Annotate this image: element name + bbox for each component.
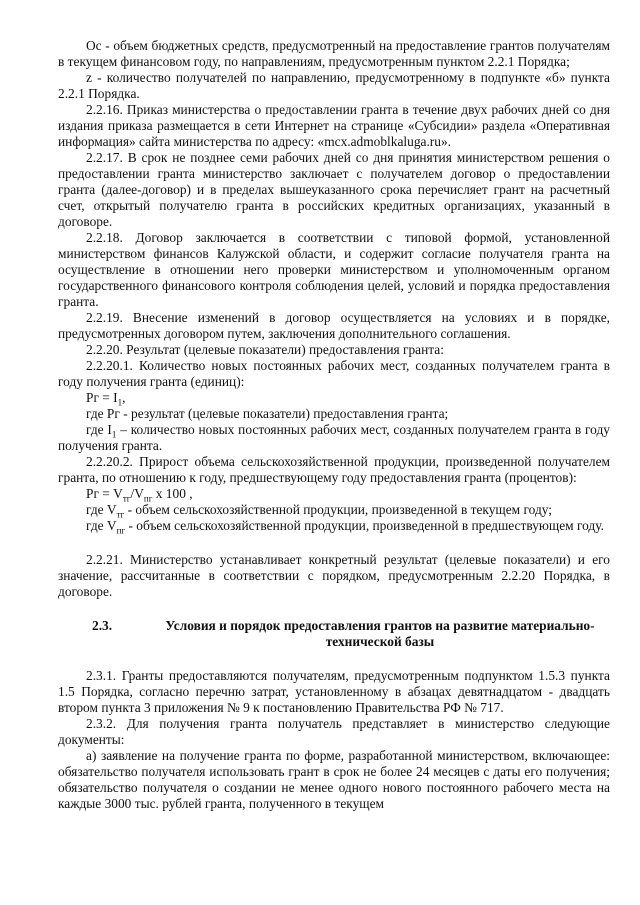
formula-definition-i1: где $I_1$ – количество новых постоянных рабочих мест, созданных получателем гранта в году получения гранта. — [58, 422, 610, 453]
spacer — [58, 600, 610, 618]
paragraph-2-2-19: 2.2.19. Внесение изменений в договор осуществляется на условиях и в порядке, предусмотренных договором путем, заключения дополнительного соглашения. — [58, 310, 610, 341]
formula-definition-rg: где Рг - результат (целевые показатели) предоставления гранта; — [86, 406, 449, 421]
paragraph-os-definition: Ос - объем бюджетных средств, предусмотренный на предоставление грантов получателям в текущем финансовом году, по направлениям, предусмотренным пунктом 2.2.1 Порядка; — [58, 38, 610, 69]
spacer — [58, 650, 610, 668]
paragraph-2-2-20-1: 2.2.20.1. Количество новых постоянных рабочих мест, созданных получателем гранта в году получения гранта (единиц): — [58, 358, 610, 389]
paragraph-2-2-17: 2.2.17. В срок не позднее семи рабочих дней со дня принятия министерством решения о предоставлении гранта министерство заключает с получателем договор о предоставлении гранта (далее-договор) и в пределах вышеуказанного срока перечисляет грант на расчетный счет, открытый получателю гранта в российских кредитных организациях, указанный в договоре. — [58, 150, 610, 229]
formula-result-growth: Рг = $V_{тг}/V_{пг}$ x 100 , — [86, 486, 193, 504]
section-heading — [92, 618, 610, 650]
section-title: Условия и порядок предоставления грантов на развитие материально-технической базы — [165, 618, 595, 649]
paragraph-z-definition: z - количество получателей по направлению, предусмотренному в подпункте «б» пункта 2.2.1 Порядка. — [58, 70, 610, 101]
section-number: 2.3. — [92, 618, 113, 633]
formula-definition-vpg: где $V_{пг}$ - объем сельскохозяйственной продукции, произведенной в предшествующем году. — [86, 518, 604, 536]
paragraph-2-3-2: 2.3.2. Для получения гранта получатель представляет в министерство следующие документы: — [58, 716, 610, 747]
paragraph-2-2-20: 2.2.20. Результат (целевые показатели) предоставления гранта: — [86, 342, 444, 357]
paragraph-2-2-20-2: 2.2.20.2. Прирост объема сельскохозяйственной продукции, произведенной получателем гранта, по отношению к году, предшествующему году предоставления гранта (процентов): — [58, 454, 610, 485]
formula-result-jobs: Рг = $I_1$, — [86, 390, 126, 408]
paragraph-2-2-21: 2.2.21. Министерство устанавливает конкретный результат (целевые показатели) и его значение, рассчитанные в соответствии с порядком, предусмотренным 2.2.20 Порядка, в договоре. — [58, 552, 610, 599]
paragraph-2-3-2-a: а) заявление на получение гранта по форме, разработанной министерством, включающее: обязательство получателя использовать грант в срок не более 24 месяцев с даты его получения; обязательство получателя о создании не менее одного нового постоянного рабочего места на каждые 3000 тыс. рублей гранта, полученного в текущем — [58, 748, 610, 811]
paragraph-2-2-18: 2.2.18. Договор заключается в соответствии с типовой формой, установленной министерством финансов Калужской области, и содержит согласие получателя гранта на осуществление в отношении него проверки министерством и уполномоченным органом государственного финансового контроля соблюдения целей, условий и порядка предоставления гранта. — [58, 230, 610, 309]
paragraph-2-2-16: 2.2.16. Приказ министерства о предоставлении гранта в течение двух рабочих дней со дня издания приказа размещается в сети Интернет на странице «Субсидии» раздела «Оперативная информация» сайта министерства по адресу: «mcx.admoblkaluga.ru». — [58, 102, 610, 149]
spacer — [58, 534, 610, 552]
formula-definition-vtg: где $V_{тг}$ - объем сельскохозяйственной продукции, произведенной в текущем году; — [86, 502, 553, 520]
paragraph-2-3-1: 2.3.1. Гранты предоставляются получателям, предусмотренным подпунктом 1.5.3 пункта 1.5 Порядка, согласно перечню затрат, установленному в абзацах девятнадцатом - двадцать втором пункта 3 приложения № 9 к постановлению Правительства РФ № 717. — [58, 668, 610, 715]
